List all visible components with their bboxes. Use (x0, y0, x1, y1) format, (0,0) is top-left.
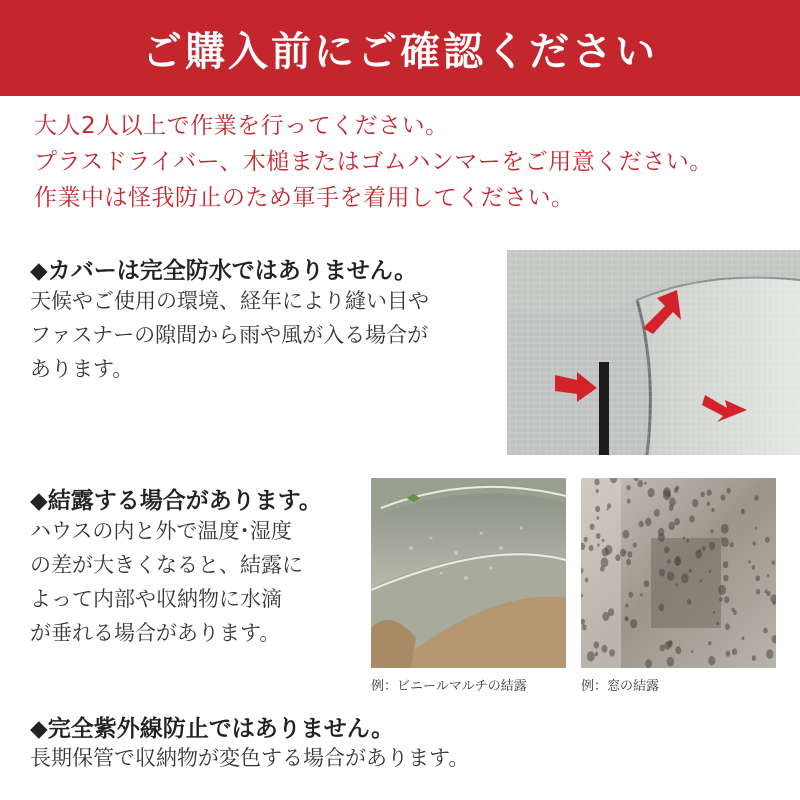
water-droplet (623, 551, 625, 554)
caption-mulch: 例：ビニールマルチの結露 (371, 679, 527, 694)
water-droplet (708, 656, 715, 665)
caption-window: 例：窓の結露 (581, 679, 660, 694)
water-droplet (711, 529, 714, 533)
water-droplet (585, 578, 589, 583)
water-droplet (686, 539, 689, 543)
note-line: 作業中は怪我防止のため軍手を着用してください。 (34, 185, 575, 211)
condensation-heading: ◆結露する場合があります。 (30, 488, 322, 514)
water-droplet (756, 589, 760, 595)
water-droplet (625, 604, 628, 608)
water-droplet (753, 541, 756, 546)
water-droplet (587, 651, 595, 661)
water-droplet (675, 583, 678, 587)
description-line: ハウスの内と外で温度･湿度 (30, 519, 292, 543)
water-droplet (689, 515, 695, 522)
water-droplet (589, 545, 594, 551)
water-droplet (708, 641, 711, 645)
water-droplet (719, 597, 723, 602)
water-droplet (707, 489, 712, 495)
water-droplet (755, 575, 760, 581)
water-droplet (687, 599, 691, 605)
water-droplet (723, 561, 728, 568)
water-droplet (584, 537, 588, 542)
description-line: の差が大きくなると、結露に (30, 553, 303, 577)
uv-heading: ◆完全紫外線防止ではありません。 (30, 716, 395, 742)
water-droplet (709, 542, 715, 550)
water-droplet (721, 495, 726, 501)
water-droplet (625, 616, 629, 621)
water-droplet (644, 482, 646, 485)
water-droplet (763, 628, 767, 634)
window-condensation-illustration (581, 478, 776, 668)
header-banner (0, 0, 800, 96)
description-line: よって内部や収納物に水滴 (30, 587, 282, 611)
mulch-condensation-illustration (371, 478, 566, 668)
water-droplet (644, 580, 649, 587)
water-droplet (623, 530, 630, 539)
water-droplet (766, 649, 773, 658)
water-droplet (772, 561, 775, 565)
water-droplet (752, 565, 755, 569)
water-droplet (754, 495, 758, 501)
water-droplet (667, 559, 671, 564)
water-droplet (607, 503, 611, 508)
water-droplet (755, 527, 757, 530)
water-droplet (602, 612, 609, 621)
water-droplet (741, 509, 745, 514)
water-droplet (681, 573, 689, 583)
water-droplet (716, 622, 719, 625)
water-droplet (615, 554, 620, 561)
note-line: プラスドライバー、木槌またはゴムハンマーをご用意ください。 (34, 149, 713, 175)
banner-title: ご購入前にご確認ください (142, 28, 658, 75)
water-droplet (711, 508, 714, 512)
water-droplet (654, 509, 660, 517)
water-droplet (674, 488, 678, 493)
water-droplet (633, 542, 637, 547)
mulch-condensation-photo (371, 478, 566, 668)
water-droplet (725, 623, 730, 630)
description-line: ファスナーの隙間から雨や風が入る場合が (30, 323, 429, 347)
water-droplet (600, 566, 604, 572)
water-droplet (601, 557, 609, 567)
water-droplet (594, 479, 599, 486)
water-droplet (627, 499, 631, 504)
water-droplet (713, 611, 715, 614)
description-line: 長期保管で収納物が変色する場合があります。 (30, 746, 470, 770)
water-droplet (748, 560, 751, 563)
waterproof-heading: ◆カバーは完全防水ではありません。 (30, 258, 418, 284)
water-droplet (626, 559, 631, 566)
zipper (599, 362, 609, 455)
water-droplet (773, 601, 776, 605)
water-droplet (660, 644, 665, 651)
water-droplet (691, 650, 693, 653)
water-droplet (602, 539, 605, 542)
water-droplet (648, 488, 655, 497)
water-droplet (645, 518, 651, 526)
water-droplet (692, 499, 698, 507)
water-droplet (732, 648, 737, 655)
uv-description (30, 741, 469, 775)
water-droplet (721, 537, 723, 540)
note-line: 大人2人以上で作業を行ってください。 (34, 113, 449, 139)
water-droplet (659, 604, 665, 612)
cover-seam-illustration (507, 250, 800, 455)
water-droplet (596, 533, 601, 539)
water-droplet (675, 559, 680, 566)
water-droplet (667, 571, 674, 581)
water-droplet (718, 585, 726, 595)
water-droplet (707, 502, 710, 506)
water-droplet (723, 575, 728, 582)
window-condensation-photo (581, 478, 776, 668)
water-droplet (630, 619, 637, 628)
water-droplet (590, 524, 595, 530)
water-droplet (664, 546, 669, 553)
water-droplet (626, 485, 630, 490)
water-droplet (742, 636, 745, 640)
water-droplet (663, 487, 671, 497)
water-droplet (595, 506, 600, 512)
description-line: が垂れる場合があります。 (30, 621, 281, 645)
water-droplet (659, 569, 665, 577)
description-line: 天候やご使用の環境、経年により縫い目や (30, 289, 429, 313)
water-droplet (658, 533, 665, 542)
water-droplet (724, 596, 729, 603)
water-droplet (702, 546, 706, 551)
condensation-description (30, 514, 303, 650)
water-droplet (765, 537, 770, 543)
cover-seam-photo (507, 250, 800, 455)
water-droplet (765, 589, 768, 593)
water-droplet (638, 480, 644, 487)
water-droplet (639, 521, 644, 528)
water-droplet (605, 545, 613, 555)
water-droplet (699, 549, 702, 552)
water-droplet (640, 593, 642, 596)
water-droplet (629, 592, 634, 598)
water-droplet (582, 624, 587, 630)
water-droplet (721, 524, 729, 534)
water-droplet (767, 574, 769, 577)
water-droplet (732, 608, 735, 612)
water-droplet (668, 522, 675, 531)
water-droplet (726, 651, 731, 657)
water-droplet (726, 488, 730, 494)
waterproof-description (30, 284, 429, 386)
water-droplet (674, 518, 680, 525)
water-droplet (596, 516, 599, 520)
water-droplet (669, 505, 674, 511)
precaution-notes (34, 108, 774, 216)
water-droplet (701, 492, 705, 498)
water-droplet (597, 543, 599, 546)
description-line: あります。 (30, 357, 134, 381)
water-droplet (609, 649, 615, 656)
water-droplet (667, 657, 674, 667)
water-droplet (594, 641, 600, 648)
water-droplet (670, 641, 673, 644)
water-droplet (607, 508, 609, 511)
water-droplet (709, 570, 712, 573)
water-droplet (675, 646, 681, 654)
water-droplet (700, 579, 702, 582)
water-droplet (627, 551, 632, 558)
water-droplet (602, 645, 608, 653)
water-droplet (689, 569, 692, 573)
water-droplet (595, 652, 598, 656)
water-droplet (752, 655, 756, 661)
water-droplet (645, 659, 652, 668)
water-droplet (683, 536, 685, 539)
water-droplet (596, 489, 599, 493)
water-droplet (730, 542, 734, 547)
